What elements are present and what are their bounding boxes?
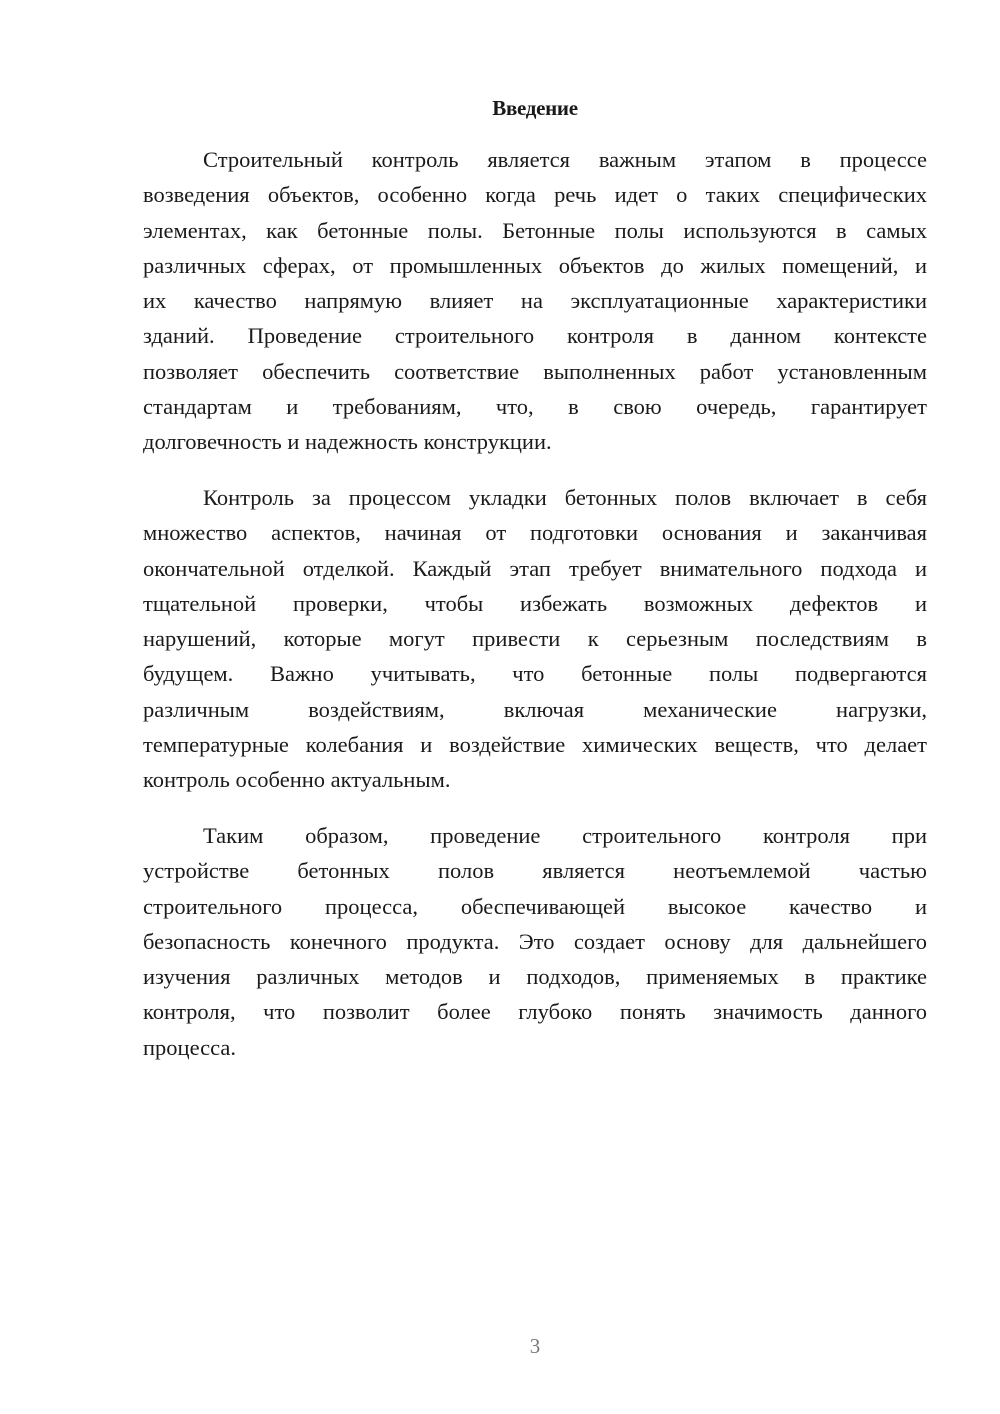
text-line: позволяет обеспечить соответствие выполненных работ установленным (143, 358, 927, 384)
text-line: долговечность и надежность конструкции. (143, 429, 552, 455)
paragraph (143, 818, 927, 1065)
text-line: контроль особенно актуальным. (143, 767, 451, 793)
text-line: окончательной отделкой. Каждый этап требует внимательного подхода и (143, 555, 927, 581)
paragraph (143, 142, 927, 460)
text-line: зданий. Проведение строительного контроля в данном контексте (143, 323, 927, 349)
text-line: их качество напрямую влияет на эксплуатационные характеристики (143, 288, 927, 314)
text-line: множество аспектов, начиная от подготовки основания и заканчивая (143, 520, 927, 546)
section-heading: Введение (492, 96, 578, 120)
text-line: безопасность конечного продукта. Это создает основу для дальнейшего (143, 928, 927, 954)
text-line: процесса. (143, 1034, 236, 1060)
text-line: строительного процесса, обеспечивающей высокое качество и (143, 893, 927, 919)
text-line: устройстве бетонных полов является неотъемлемой частью (143, 858, 927, 884)
text-line: различных сферах, от промышленных объектов до жилых помещений, и (143, 252, 927, 278)
text-line: контроля, что позволит более глубоко понять значимость данного (143, 999, 927, 1025)
text-line: Таким образом, проведение строительного контроля при (203, 823, 927, 848)
text-line: возведения объектов, особенно когда речь идет о таких специфических (143, 182, 927, 208)
text-line: стандартам и требованиям, что, в свою очередь, гарантирует (143, 394, 927, 420)
paragraph (143, 480, 927, 798)
text-line: элементах, как бетонные полы. Бетонные полы используются в самых (143, 217, 927, 243)
text-line: изучения различных методов и подходов, применяемых в практике (143, 964, 927, 990)
page-number: 3 (529, 1334, 541, 1358)
text-line: Строительный контроль является важным этапом в процессе (203, 147, 927, 172)
text-line: температурные колебания и воздействие химических веществ, что делает (143, 732, 927, 758)
text-line: нарушений, которые могут привести к серьезным последствиям в (143, 626, 927, 652)
text-line: тщательной проверки, чтобы избежать возможных дефектов и (143, 590, 927, 616)
text-line: различным воздействиям, включая механические нагрузки, (143, 696, 927, 722)
text-line: будущем. Важно учитывать, что бетонные полы подвергаются (143, 661, 927, 687)
text-line: Контроль за процессом укладки бетонных полов включает в себя (203, 485, 927, 510)
